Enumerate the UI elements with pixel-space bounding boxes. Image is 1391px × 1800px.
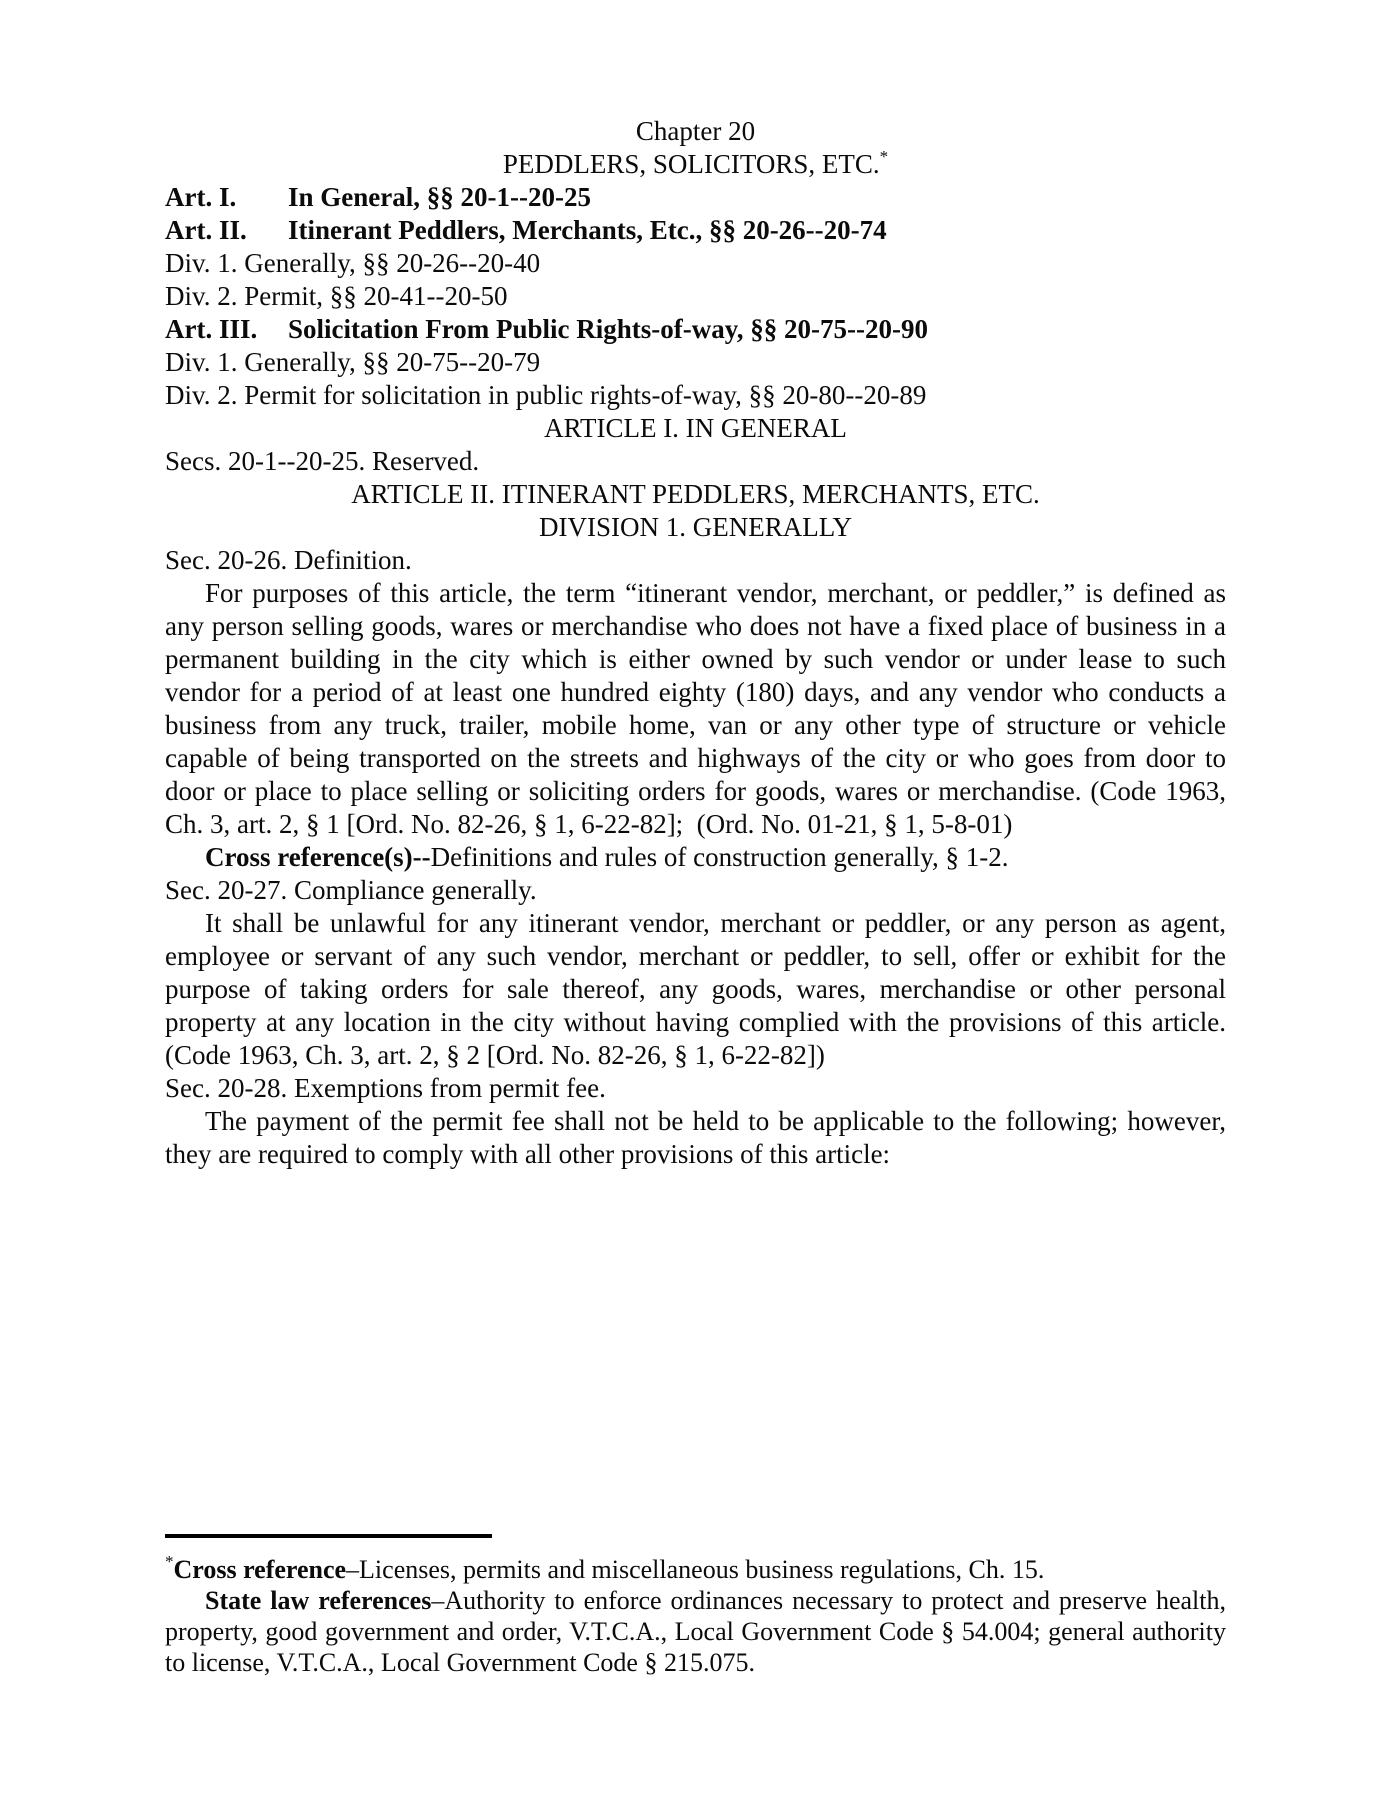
article-2-heading: ARTICLE II. ITINERANT PEDDLERS, MERCHANTS, ETC.	[351, 479, 1040, 509]
footnote-state-law-label: State law references	[205, 1586, 432, 1615]
chapter-title-text: PEDDLERS, SOLICITORS, ETC.	[502, 149, 880, 179]
footnote-cross-reference	[165, 1554, 1226, 1585]
cross-reference-label: Cross reference(s)--	[205, 842, 431, 872]
section-20-26-cross-reference	[165, 841, 1226, 874]
footnote-state-law-references	[165, 1585, 1226, 1678]
toc-division-entry: Div. 2. Permit for solicitation in public rights-of-way, §§ 20-80--20-89	[165, 380, 927, 410]
division-1-heading: DIVISION 1. GENERALLY	[538, 512, 852, 542]
toc-article-title: Solicitation From Public Rights-of-way, §§ 20-75--20-90	[288, 314, 928, 344]
chapter-title	[165, 148, 1226, 181]
reserved-sections-heading: Secs. 20-1--20-25. Reserved.	[165, 446, 480, 476]
section-20-28-body: The payment of the permit fee shall not be held to be applicable to the following; however, they are required to comply with all other provisions of this article:	[165, 1106, 1226, 1169]
toc-entry-article-1	[165, 181, 1226, 214]
section-20-27-body: It shall be unlawful for any itinerant vendor, merchant or peddler, or any person as agent, employee or servant of any such vendor, merchant or peddler, to sell, offer or exhibit for the purpose of taking orders for sale thereof, any goods, wares, merchandise or other personal property at any location in the city without having complied with the provisions of this article. (Code 1963, Ch. 3, art. 2, § 2 [Ord. No. 82-26, § 1, 6-22-82])	[165, 908, 1226, 1070]
cross-reference-text: Definitions and rules of construction generally, § 1-2.	[430, 842, 1009, 872]
toc-entry-article-3	[165, 313, 1226, 346]
footnote-cross-reference-label: Cross reference	[173, 1555, 347, 1584]
toc-division-entry: Div. 1. Generally, §§ 20-75--20-79	[165, 347, 541, 377]
footnote-state-law-text: –Authority to enforce ordinances necessary to protect and preserve health, property, good government and order, V.T.C.A., Local Government Code § 54.004; general authority to license, V.T.C.A., Local Government Code § 215.075.	[165, 1586, 1226, 1677]
toc-article-label: Art. I.	[165, 182, 237, 212]
section-20-26-body: For purposes of this article, the term “itinerant vendor, merchant, or peddler,” is defined as any person selling goods, wares or merchandise who does not have a fixed place of business in a permanent building in the city which is either owned by such vendor or under lease to such vendor for a period of at least one hundred eighty (180) days, and any vendor who conducts a business from any truck, trailer, mobile home, van or any other type of structure or vehicle capable of being transported on the streets and highways of the city or who goes from door to door or place to place selling or soliciting orders for goods, wares or merchandise. (Code 1963, Ch. 3, art. 2, § 1 [Ord. No. 82-26, § 1, 6-22-82]; (Ord. No. 01-21, § 1, 5-8-01)	[165, 578, 1226, 839]
section-20-26-heading: Sec. 20-26. Definition.	[165, 545, 412, 575]
section-20-28-heading: Sec. 20-28. Exemptions from permit fee.	[165, 1073, 606, 1103]
chapter-heading: Chapter 20	[635, 116, 756, 146]
section-20-27-heading: Sec. 20-27. Compliance generally.	[165, 875, 537, 905]
table-of-contents	[165, 181, 1226, 412]
article-1-heading: ARTICLE I. IN GENERAL	[544, 413, 847, 443]
footnote-cross-reference-text: –Licenses, permits and miscellaneous business regulations, Ch. 15.	[346, 1555, 1045, 1584]
toc-entry-article-2	[165, 214, 1226, 247]
toc-division-entry: Div. 2. Permit, §§ 20-41--20-50	[165, 281, 508, 311]
toc-article-label: Art. II.	[165, 215, 247, 245]
toc-article-title: In General, §§ 20-1--20-25	[288, 182, 591, 212]
toc-article-title: Itinerant Peddlers, Merchants, Etc., §§ 20-26--20-74	[288, 215, 887, 245]
footnote-separator-rule	[165, 1534, 492, 1538]
toc-article-label: Art. III.	[165, 314, 258, 344]
toc-division-entry: Div. 1. Generally, §§ 20-26--20-40	[165, 248, 541, 278]
footnote-marker: *	[165, 1552, 174, 1571]
title-footnote-marker: *	[879, 147, 889, 166]
footnote-block	[165, 1534, 1226, 1678]
